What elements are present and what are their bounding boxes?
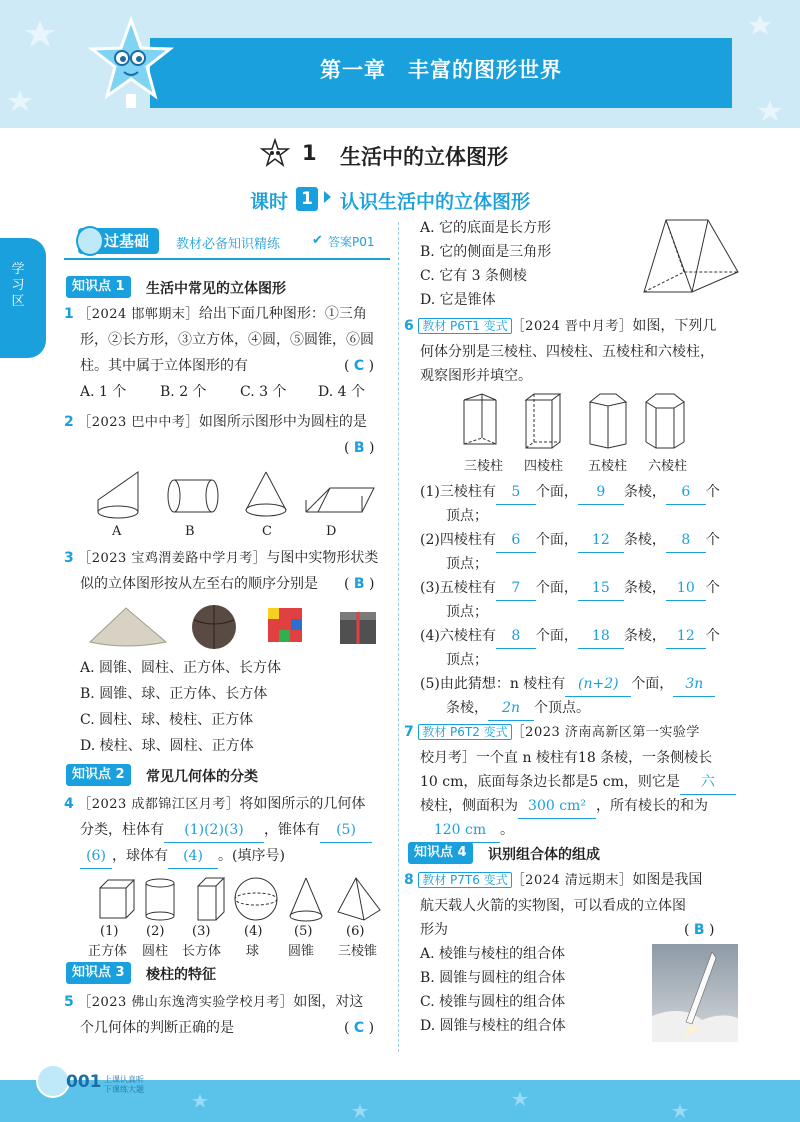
question-8-line: 航天载人火箭的实物图，可以看成的立体图 [420,898,686,914]
q6-row-4: (4)六棱柱有 8 个面， 18 条棱， 12 个 [420,624,720,649]
q6-row-1: (1)三棱柱有 5 个面， 9 条棱， 6 个 [420,480,720,505]
question-7-line: 校月考］一个直 n 棱柱有18 条棱，一条侧棱长 [420,750,713,766]
basics-label: 过基础 [78,228,159,254]
chapter-title: 第一章 丰富的图形世界 [320,58,562,82]
lesson-title: 认识生活中的立体图形 [340,191,531,213]
footer-slogan-2: 下课练大题 [104,1085,144,1094]
q6-row-3: (3)五棱柱有 7 个面， 15 条棱， 10 个 [420,576,720,601]
question-7-line: 10 cm，底面每条边长都是5 cm，则它是 六 [420,770,736,795]
footer-mascot-icon [36,1064,70,1098]
question-4-line: 分类，柱体有 (1)(2)(3) ，锥体有 (5) [80,818,372,843]
figure-name: 圆柱 [142,944,169,959]
check-icon: ✔ [312,233,323,248]
question-3-line: 似的立体图形按从左至右的顺序分别是 [80,576,318,592]
option-b: B. 圆锥、球、正方体、长方体 [80,686,268,702]
page-number: 001 [66,1072,102,1092]
option-b: B. 圆锥与圆柱的组合体 [420,970,566,986]
column-divider [398,222,399,1052]
play-arrow-icon [324,191,331,203]
question-1: 1 ［2024 邯郸期末］给出下面几种图形：①三角 [64,306,367,322]
lesson-prefix: 课时 [250,191,289,213]
star-mascot-icon [88,16,174,112]
option-d: D. 圆锥与棱柱的组合体 [420,1018,566,1034]
q2-figures [92,466,382,522]
question-2: 2 ［2023 巴中中考］如图所示图形中为圆柱的是 [64,414,367,430]
knowledge-point-tag-2: 知识点 2 [66,764,131,786]
section-title: 生活中的立体图形 [340,145,508,169]
figure-number: (1) [100,924,119,939]
prisms-figure [460,392,700,452]
study-zone-label: 学习区 [11,262,25,309]
q4-solids [94,874,384,924]
star-badge-icon [260,138,290,168]
option-b: B. 2 个 [160,384,207,400]
knowledge-point-title-1: 生活中常见的立体图形 [146,281,286,297]
q6-row-3-tail: 顶点； [446,604,488,620]
option-b: B. 它的侧面是三角形 [420,244,552,260]
knowledge-point-title-2: 常见几何体的分类 [146,769,258,785]
q6-row-5: (5)由此猜想：n 棱柱有 (n+2) 个面， 3n [420,672,715,697]
basics-subtitle: 教材必备知识精练 [176,237,281,252]
q3-object-photos [86,602,386,652]
q6-row-1-tail: 顶点； [446,508,488,524]
option-a: A. 圆锥、圆柱、正方体、长方体 [80,660,282,676]
q6-row-4-tail: 顶点； [446,652,488,668]
figure-name: 圆锥 [288,944,315,959]
figure-number: (4) [244,924,263,939]
figure-label: C [262,524,272,539]
knowledge-point-title-3: 棱柱的特征 [146,967,216,983]
mascot-small-icon [76,226,104,256]
question-8-answer: ( B ) [684,922,715,938]
question-7-line: 120 cm 。 [420,818,514,843]
question-5-line: 个几何体的判断正确的是 [80,1020,234,1036]
question-5-answer: ( C ) [344,1020,375,1036]
figure-label: B [185,524,195,539]
option-d: D. 它是锥体 [420,292,496,308]
question-3: 3 ［2023 宝鸡渭姜路中学月考］与图中实物形状类 [64,550,379,566]
knowledge-point-title-4: 识别组合体的组成 [488,847,600,863]
option-c: C. 它有 3 条侧棱 [420,268,527,284]
triangular-prism-figure [636,214,740,298]
figure-label: A [112,524,122,539]
option-c: C. 棱锥与圆柱的组合体 [420,994,566,1010]
figure-number: (3) [192,924,211,939]
rocket-photo [652,944,738,1042]
answer-reference: 答案P01 [328,235,375,249]
figure-name: 三棱锥 [338,944,378,959]
figure-name: 四棱柱 [524,459,564,474]
figure-number: (2) [146,924,165,939]
figure-name: 三棱柱 [464,459,504,474]
question-8: 8 教材 P7T6 变式 ［2024 清远期末］如图是我国 [404,872,703,888]
option-d: D. 棱柱、球、圆柱、正方体 [80,738,254,754]
option-a: A. 它的底面是长方形 [420,220,552,236]
knowledge-point-tag-4: 知识点 4 [408,842,473,864]
question-1-line: 柱。其中属于立体图形的有 [80,358,248,374]
figure-name: 正方体 [88,944,128,959]
question-2-answer: ( B ) [344,440,375,456]
option-a: A. 棱锥与棱柱的组合体 [420,946,566,962]
figure-name: 长方体 [182,944,222,959]
option-c: C. 圆柱、球、棱柱、正方体 [80,712,254,728]
q6-row-5-tail: 条棱， 2n 个顶点。 [446,696,590,721]
option-a: A. 1 个 [80,384,127,400]
knowledge-point-tag-3: 知识点 3 [66,962,131,984]
question-7: 7 教材 P6T2 变式 ［2023 济南高新区第一实验学 [404,724,700,740]
question-5: 5 ［2023 佛山东逸湾实验学校月考］如图，对这 [64,994,364,1010]
section-number: 1 [302,141,317,165]
figure-label: D [326,524,337,539]
option-c: C. 3 个 [240,384,287,400]
question-3-answer: ( B ) [344,576,375,592]
question-1-line: 形，②长方形，③立方体，④圆，⑤圆锥，⑥圆 [80,332,374,348]
q6-row-2-tail: 顶点； [446,556,488,572]
question-1-answer: ( C ) [344,358,375,374]
figure-name: 五棱柱 [588,459,628,474]
q6-row-2: (2)四棱柱有 6 个面， 12 条棱， 8 个 [420,528,720,553]
option-d: D. 4 个 [318,384,365,400]
footer-slogan-1: 上课认真听 [104,1075,144,1084]
figure-number: (5) [294,924,313,939]
lesson-badge: 1 [296,187,318,211]
question-7-line: 棱柱，侧面积为 300 cm² ，所有棱长的和为 [420,794,708,819]
question-6-line: 何体分别是三棱柱、四棱柱、五棱柱和六棱柱， [420,344,714,360]
question-4: 4 ［2023 成都锦江区月考］将如图所示的几何体 [64,796,366,812]
figure-name: 六棱柱 [648,459,688,474]
question-4-line: (6) ，球体有 (4) 。(填序号) [80,844,285,869]
question-6: 6 教材 P6T1 变式 ［2024 晋中月考］如图，下列几 [404,318,717,334]
question-6-line: 观察图形并填空。 [420,368,532,384]
figure-number: (6) [346,924,365,939]
question-8-line: 形为 [420,922,448,938]
figure-name: 球 [246,944,260,959]
knowledge-point-tag-1: 知识点 1 [66,276,131,298]
